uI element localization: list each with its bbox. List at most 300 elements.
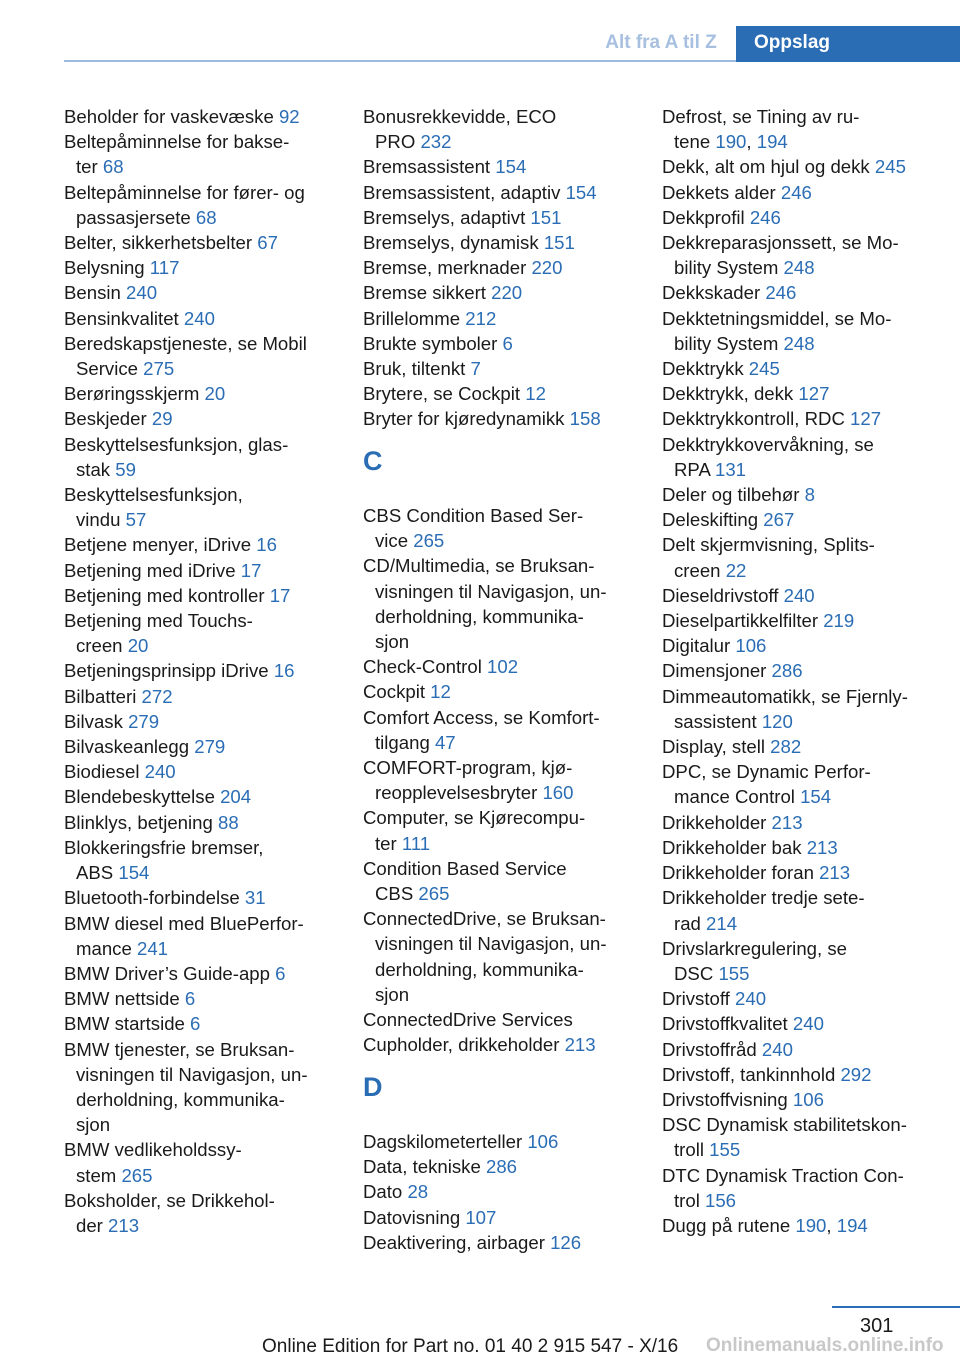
- index-entry-text: Beskyttelsesfunksjon, glas‐: [64, 433, 289, 455]
- page-reference-link[interactable]: 279: [128, 710, 160, 732]
- index-entry-text: Dieselpartikkelfilter: [662, 610, 824, 632]
- index-entry-text: derholdning, kommunika‐: [375, 605, 584, 627]
- page-reference-link[interactable]: 6: [190, 1013, 201, 1035]
- index-entry-text: Drivstoffvisning: [662, 1088, 793, 1110]
- page-reference-link[interactable]: 88: [218, 811, 239, 833]
- page-reference-link[interactable]: 282: [770, 736, 802, 758]
- index-entry-text: BMW diesel med BluePerfor‐: [64, 912, 304, 934]
- index-entry-text: mance Control: [674, 786, 801, 808]
- index-entry-text: Bluetooth-forbindelse: [64, 887, 245, 909]
- page-reference-link[interactable]: 156: [705, 1189, 737, 1211]
- page-reference-link[interactable]: 20: [127, 635, 149, 657]
- page-reference-link[interactable]: 240: [783, 584, 815, 606]
- index-entry-text: visningen til Navigasjon, un‐: [375, 580, 607, 602]
- index-entry-text: Comfort Access, se Komfort‐: [363, 706, 600, 728]
- index-entry: [662, 583, 952, 608]
- page-reference-link[interactable]: 31: [244, 887, 266, 909]
- page-reference-link[interactable]: 240: [183, 307, 215, 329]
- index-entry-text: DTC Dynamisk Traction Con‐: [662, 1164, 904, 1186]
- index-entry-text: Belysning: [64, 257, 150, 279]
- page-reference-link[interactable]: 6: [184, 988, 196, 1010]
- index-entry: [363, 1032, 638, 1057]
- index-entry-text: Blokkeringsfrie bremser,: [64, 836, 264, 858]
- page-reference-link[interactable]: 28: [407, 1181, 429, 1203]
- index-entry-text: Dekktetningsmiddel, se Mo‐: [662, 307, 892, 329]
- index-entry-text: Bilvaskeanlegg: [64, 736, 195, 758]
- index-entry: [363, 1154, 638, 1179]
- index-entry: [64, 684, 339, 709]
- page-reference-link[interactable]: 246: [749, 206, 781, 228]
- index-entry-text: Brukte symboler: [363, 332, 503, 354]
- index-entry-text: rad: [674, 912, 707, 934]
- index-entry-text: Beholder for vaskevæske: [64, 106, 279, 127]
- index-entry-text: Brytere, se Cockpit: [363, 383, 526, 405]
- index-entry: [64, 1137, 339, 1187]
- index-entry: [363, 230, 638, 255]
- page-reference-link[interactable]: 220: [491, 282, 523, 304]
- index-entry-text: creen: [76, 635, 128, 657]
- index-entry: [363, 1205, 638, 1230]
- page-reference-link[interactable]: 151: [543, 232, 575, 254]
- index-entry-text: Beskyttelsesfunksjon,: [64, 484, 243, 506]
- index-entry: [64, 1188, 339, 1238]
- index-entry-text: sassistent: [674, 710, 762, 732]
- index-entry: [64, 784, 339, 809]
- index-entry: [662, 230, 952, 280]
- page-reference-link[interactable]: 22: [725, 559, 747, 581]
- index-entry: [64, 482, 339, 532]
- page-reference-link[interactable]: 12: [525, 383, 546, 405]
- page-reference-link[interactable]: 246: [765, 282, 797, 304]
- index-entry-text: Bremselys, dynamisk: [363, 232, 544, 254]
- index-entry-text: trol: [674, 1189, 705, 1211]
- index-entry-text: bility System: [674, 332, 784, 354]
- index-entry: [64, 835, 339, 885]
- page-reference-link[interactable]: 265: [413, 530, 445, 552]
- index-entry-text: Dieseldrivstoff: [662, 584, 784, 606]
- index-entry: [363, 205, 638, 230]
- index-column-3: [662, 104, 952, 1238]
- page-reference-link[interactable]: 7: [470, 358, 481, 380]
- page-reference-link[interactable]: 154: [800, 786, 832, 808]
- index-entry: [662, 633, 952, 658]
- index-entry-text: bility System: [674, 257, 784, 279]
- page-reference-link[interactable]: 154: [118, 862, 150, 884]
- index-entry: [662, 759, 952, 809]
- page-reference-link[interactable]: 240: [792, 1013, 824, 1035]
- index-entry: [662, 381, 952, 406]
- page-reference-link[interactable]: 127: [850, 408, 882, 430]
- index-entry-text: Bilbatteri: [64, 685, 142, 707]
- index-entry: [363, 1230, 638, 1255]
- page-reference-link[interactable]: 106: [792, 1088, 824, 1110]
- page-reference-link[interactable]: 213: [819, 862, 851, 884]
- page-reference-link[interactable]: 240: [126, 282, 158, 304]
- page-reference-link[interactable]: 92: [278, 106, 300, 127]
- index-entry-text: sjon: [375, 983, 410, 1005]
- index-entry-text: Blinklys, betjening: [64, 811, 218, 833]
- index-entry-text: Drikkeholder bak: [662, 836, 807, 858]
- index-entry-text: Deleskifting: [662, 509, 764, 531]
- index-entry-text: Service: [76, 358, 144, 380]
- index-entry: [64, 432, 339, 482]
- page-reference-link[interactable]: 232: [420, 131, 452, 153]
- index-entry-text: sjon: [375, 631, 410, 653]
- index-entry-text: PRO: [375, 131, 421, 153]
- index-entry: [363, 331, 638, 356]
- index-entry-text: Dimmeautomatikk, se Fjernly‐: [662, 685, 908, 707]
- index-entry: [64, 306, 339, 331]
- index-entry: [662, 936, 952, 986]
- index-entry-text: CD/Multimedia, se Bruksan‐: [363, 555, 595, 577]
- footer-divider: [832, 1306, 960, 1308]
- index-entry: [363, 280, 638, 305]
- index-entry-text: Bremse sikkert: [363, 282, 492, 304]
- index-entry-text: BMW tjenester, se Bruksan‐: [64, 1038, 295, 1060]
- index-entry: [363, 104, 638, 154]
- page-reference-link[interactable]: 240: [144, 761, 176, 783]
- index-entry: [363, 255, 638, 280]
- page-reference-link[interactable]: 194: [836, 1214, 868, 1236]
- page-reference-link[interactable]: 17: [240, 559, 262, 581]
- index-entry-text: Boksholder, se Drikkehol‐: [64, 1189, 275, 1211]
- index-entry-text: creen: [674, 559, 726, 581]
- index-entry-text: stak: [76, 458, 116, 480]
- index-entry-text: Deaktivering, airbager: [363, 1231, 551, 1253]
- page-reference-link[interactable]: 190: [795, 1214, 827, 1236]
- index-entry-text: DSC Dynamisk stabilitetskon‐: [662, 1114, 907, 1136]
- index-entry-text: Drivstoff, tankinnhold: [662, 1063, 841, 1085]
- index-entry: [662, 1011, 952, 1036]
- index-entry-text: ConnectedDrive Services: [363, 1009, 573, 1031]
- index-entry-text: der: [76, 1214, 109, 1236]
- page-reference-link[interactable]: 57: [125, 509, 147, 531]
- page-reference-link[interactable]: 204: [220, 786, 252, 808]
- index-entry-text: BMW vedlikeholdssy‐: [64, 1139, 242, 1161]
- index-entry-text: sjon: [76, 1114, 111, 1136]
- index-entry-text: Beskjeder: [64, 408, 152, 430]
- edition-note: Online Edition for Part no. 01 40 2 915 547 - X/16: [262, 1336, 679, 1357]
- index-entry-text: Beltepåminnelse for fører- og: [64, 181, 305, 203]
- index-entry-text: mance: [76, 937, 137, 959]
- index-entry-text: Belter, sikkerhetsbelter: [64, 232, 258, 254]
- index-entry: [64, 734, 339, 759]
- page-reference-link[interactable]: 12: [430, 681, 451, 703]
- index-entry: [64, 1037, 339, 1138]
- index-entry-text: Dekk, alt om hjul og dekk: [662, 156, 875, 178]
- index-entry-text: stem: [76, 1164, 122, 1186]
- page-reference-link[interactable]: 158: [569, 408, 601, 430]
- index-entry: [64, 255, 339, 280]
- index-entry-text: Bremse, merknader: [363, 257, 532, 279]
- index-entry: [662, 734, 952, 759]
- index-column-1: [64, 104, 339, 1238]
- index-entry-text: Dekkskader: [662, 282, 766, 304]
- page-reference-link[interactable]: 154: [495, 156, 527, 178]
- index-entry-text: Bremsassistent, adaptiv: [363, 181, 566, 203]
- page-reference-link[interactable]: 117: [149, 257, 180, 279]
- page-reference-link[interactable]: 111: [401, 832, 431, 854]
- page-reference-link[interactable]: 102: [487, 656, 519, 678]
- index-entry: [363, 705, 638, 755]
- page-reference-link[interactable]: 240: [735, 988, 767, 1010]
- page-header: [0, 0, 960, 62]
- index-entry-text: Brillelomme: [363, 307, 466, 329]
- index-entry-text: Deler og tilbehør: [662, 484, 805, 506]
- page-reference-link[interactable]: 155: [709, 1139, 741, 1161]
- index-entry: [363, 654, 638, 679]
- page-reference-link[interactable]: 120: [761, 710, 793, 732]
- page-reference-link[interactable]: 68: [102, 156, 124, 178]
- index-entry-text: Data, tekniske: [363, 1156, 486, 1178]
- index-entry-text: visningen til Navigasjon, un‐: [375, 933, 607, 955]
- index-entry: [662, 885, 952, 935]
- index-entry: [363, 856, 638, 906]
- page-reference-link[interactable]: 68: [195, 206, 217, 228]
- index-entry-text: Drivstoffkvalitet: [662, 1013, 793, 1035]
- index-entry-text: COMFORT-program, kjø‐: [363, 757, 573, 779]
- index-entry: [662, 1163, 952, 1213]
- page-reference-link[interactable]: 67: [257, 232, 278, 254]
- page-reference-link[interactable]: 155: [718, 962, 750, 984]
- index-entry-text: Dekkets alder: [662, 181, 781, 203]
- page-reference-link[interactable]: 190: [715, 131, 747, 153]
- index-entry: [662, 608, 952, 633]
- index-entry-text: Bonusrekkevidde, ECO: [363, 106, 557, 127]
- index-entry: [64, 759, 339, 784]
- page-reference-link[interactable]: 248: [783, 257, 815, 279]
- index-entry: [363, 306, 638, 331]
- page-reference-link[interactable]: 292: [840, 1063, 872, 1085]
- index-entry-text: Check-Control: [363, 656, 488, 678]
- page-reference-link[interactable]: 6: [275, 962, 286, 984]
- index-entry-text: ter: [76, 156, 103, 178]
- index-entry-text: Drikkeholder: [662, 811, 772, 833]
- index-entry-text: Bilvask: [64, 710, 129, 732]
- index-entry: [64, 885, 339, 910]
- index-entry: [64, 608, 339, 658]
- index-entry: [64, 658, 339, 683]
- index-entry-text: visningen til Navigasjon, un‐: [76, 1063, 308, 1085]
- page-reference-link[interactable]: 267: [763, 509, 795, 531]
- index-entry-text: Betjening med Touchs‐: [64, 610, 253, 632]
- page-reference-link[interactable]: 245: [874, 156, 906, 178]
- index-entry: [64, 280, 339, 305]
- index-entry-text: Bensin: [64, 282, 127, 304]
- index-entry: [363, 356, 638, 381]
- index-entry: [662, 684, 952, 734]
- index-entry-text: ABS: [76, 862, 119, 884]
- index-letter-heading: C: [363, 445, 383, 476]
- index-entry: [662, 532, 952, 582]
- index-entry-text: Digitalur: [662, 635, 736, 657]
- index-entry: [662, 356, 952, 381]
- index-entry-text: Display, stell: [662, 736, 771, 758]
- page-reference-link[interactable]: 59: [115, 458, 136, 480]
- index-entry: [363, 1007, 638, 1032]
- index-entry-text: Bensinkvalitet: [64, 307, 184, 329]
- index-entry: [64, 331, 339, 381]
- page-reference-link[interactable]: 245: [748, 358, 780, 380]
- page-reference-link[interactable]: 107: [465, 1206, 497, 1228]
- page-reference-link[interactable]: 213: [771, 811, 803, 833]
- header-section-title: Alt fra A til Z: [605, 32, 717, 53]
- reference-separator: ,: [746, 131, 757, 153]
- page-reference-link[interactable]: 151: [530, 206, 562, 228]
- index-entry-text: Dekkreparasjonssett, se Mo‐: [662, 232, 899, 254]
- header-chapter-tab[interactable]: Oppslag: [736, 26, 960, 62]
- index-entry-text: tilgang: [375, 731, 435, 753]
- index-entry: [662, 180, 952, 205]
- letter-spacer: [363, 486, 638, 503]
- index-entry-text: Beltepåminnelse for bakse‐: [64, 131, 290, 153]
- index-entry-text: Drikkeholder foran: [662, 862, 820, 884]
- index-column-2: [363, 104, 638, 1255]
- page-reference-link[interactable]: 248: [783, 332, 815, 354]
- index-entry-text: Cupholder, drikkeholder: [363, 1034, 565, 1056]
- watermark-text: Onlinemanuals.online.info: [706, 1335, 944, 1356]
- index-entry-text: Datovisning: [363, 1206, 466, 1228]
- page-reference-link[interactable]: 126: [550, 1231, 582, 1253]
- index-entry: [662, 432, 952, 482]
- page-reference-link[interactable]: 214: [706, 912, 738, 934]
- index-entry-text: vindu: [76, 509, 126, 531]
- page-reference-link[interactable]: 240: [761, 1038, 793, 1060]
- index-entry: [64, 1011, 339, 1036]
- index-entry: [363, 805, 638, 855]
- index-entry-text: DSC: [674, 962, 719, 984]
- index-entry-text: BMW Driver’s Guide-app: [64, 962, 276, 984]
- index-entry-text: reopplevelsesbryter: [375, 782, 543, 804]
- page-reference-link[interactable]: 279: [194, 736, 226, 758]
- index-entry-text: CBS: [375, 883, 419, 905]
- page-reference-link[interactable]: 194: [756, 131, 788, 153]
- page-reference-link[interactable]: 219: [823, 610, 855, 632]
- page-reference-link[interactable]: 272: [141, 685, 173, 707]
- index-entry: [662, 406, 952, 431]
- index-entry: [662, 104, 952, 154]
- index-entry: [662, 482, 952, 507]
- index-entry: [64, 709, 339, 734]
- page-reference-link[interactable]: 20: [204, 383, 226, 405]
- page-reference-link[interactable]: 17: [269, 584, 291, 606]
- index-entry-text: DPC, se Dynamic Perfor‐: [662, 761, 871, 783]
- page-reference-link[interactable]: 160: [542, 782, 574, 804]
- page-reference-link[interactable]: 47: [434, 731, 456, 753]
- page-reference-link[interactable]: 29: [151, 408, 173, 430]
- page-reference-link[interactable]: 265: [121, 1164, 153, 1186]
- index-entry-text: Betjeningsprinsipp iDrive: [64, 660, 274, 682]
- index-entry-text: CBS Condition Based Ser‐: [363, 505, 584, 527]
- index-entry: [363, 1179, 638, 1204]
- index-entry-text: Betjening med iDrive: [64, 559, 241, 581]
- page-reference-link[interactable]: 16: [256, 534, 277, 556]
- index-entry: [363, 679, 638, 704]
- index-letter-heading: D: [363, 1071, 383, 1102]
- index-entry: [64, 230, 339, 255]
- page-reference-link[interactable]: 8: [804, 484, 815, 506]
- index-entry: [662, 154, 952, 179]
- index-entry-text: Blendebeskyttelse: [64, 786, 221, 808]
- index-entry-text: Defrost, se Tining av ru‐: [662, 106, 860, 127]
- index-entry: [363, 755, 638, 805]
- page-reference-link[interactable]: 16: [273, 660, 295, 682]
- page-reference-link[interactable]: 265: [418, 883, 450, 905]
- index-entry-text: derholdning, kommunika‐: [76, 1088, 285, 1110]
- index-entry-text: Bryter for kjøredynamikk: [363, 408, 570, 430]
- index-entry-text: tene: [674, 131, 716, 153]
- index-entry-text: Bremsassistent: [363, 156, 496, 178]
- page-reference-link[interactable]: 275: [143, 358, 175, 380]
- index-entry-text: Drikkeholder tredje sete‐: [662, 887, 865, 909]
- index-entry: [662, 280, 952, 305]
- index-entry: [363, 553, 638, 654]
- index-entry: [64, 986, 339, 1011]
- index-entry-text: vice: [375, 530, 414, 552]
- index-entry-text: Drivstoffråd: [662, 1038, 762, 1060]
- letter-spacer: [363, 1112, 638, 1129]
- index-entry: [64, 961, 339, 986]
- page-reference-link[interactable]: 246: [780, 181, 812, 203]
- index-entry: [64, 406, 339, 431]
- index-entry-text: ConnectedDrive, se Bruksan‐: [363, 908, 606, 930]
- page-reference-link[interactable]: 213: [806, 836, 838, 858]
- index-entry-text: BMW nettside: [64, 988, 185, 1010]
- page-reference-link[interactable]: 106: [735, 635, 767, 657]
- index-entry-text: Delt skjermvisning, Splits‐: [662, 534, 875, 556]
- index-entry-text: Dato: [363, 1181, 408, 1203]
- index-entry-text: Dagskilometerteller: [363, 1130, 528, 1152]
- page-reference-link[interactable]: 131: [715, 458, 747, 480]
- page-reference-link[interactable]: 154: [565, 181, 597, 203]
- index-entry-text: derholdning, kommunika‐: [375, 958, 584, 980]
- page-reference-link[interactable]: 286: [771, 660, 803, 682]
- index-entry: [662, 1213, 952, 1238]
- page-reference-link[interactable]: 213: [108, 1214, 140, 1236]
- index-entry: [662, 986, 952, 1011]
- page-reference-link[interactable]: 6: [502, 332, 513, 354]
- index-entry: [64, 104, 339, 129]
- page-reference-link[interactable]: 213: [564, 1034, 596, 1056]
- index-entry: [363, 906, 638, 1007]
- index-entry-text: Computer, se Kjørecompu‐: [363, 807, 586, 829]
- index-entry: [64, 558, 339, 583]
- page-reference-link[interactable]: 286: [485, 1156, 518, 1178]
- index-entry: [363, 503, 638, 553]
- page-reference-link[interactable]: 212: [465, 307, 497, 329]
- page-reference-link[interactable]: 241: [136, 937, 169, 959]
- index-entry-text: Dugg på rutene: [662, 1214, 796, 1236]
- page-reference-link[interactable]: 106: [527, 1130, 559, 1152]
- index-entry: [64, 911, 339, 961]
- index-entry: [662, 205, 952, 230]
- index-entry-text: Dekkprofil: [662, 206, 750, 228]
- page-reference-link[interactable]: 220: [531, 257, 563, 279]
- index-entry-text: Drivstoff: [662, 988, 736, 1010]
- index-entry: [64, 381, 339, 406]
- index-entry: [662, 1112, 952, 1162]
- page-reference-link[interactable]: 127: [798, 383, 830, 405]
- index-entry: [662, 1062, 952, 1087]
- index-entry-text: Betjening med kontroller: [64, 584, 270, 606]
- page-number: 301: [860, 1315, 894, 1337]
- index-entry: [64, 129, 339, 179]
- index-entry: [662, 810, 952, 835]
- index-entry-text: BMW startside: [64, 1013, 191, 1035]
- index-entry: [64, 810, 339, 835]
- index-entry-text: Bruk, tiltenkt: [363, 358, 471, 380]
- index-entry: [662, 507, 952, 532]
